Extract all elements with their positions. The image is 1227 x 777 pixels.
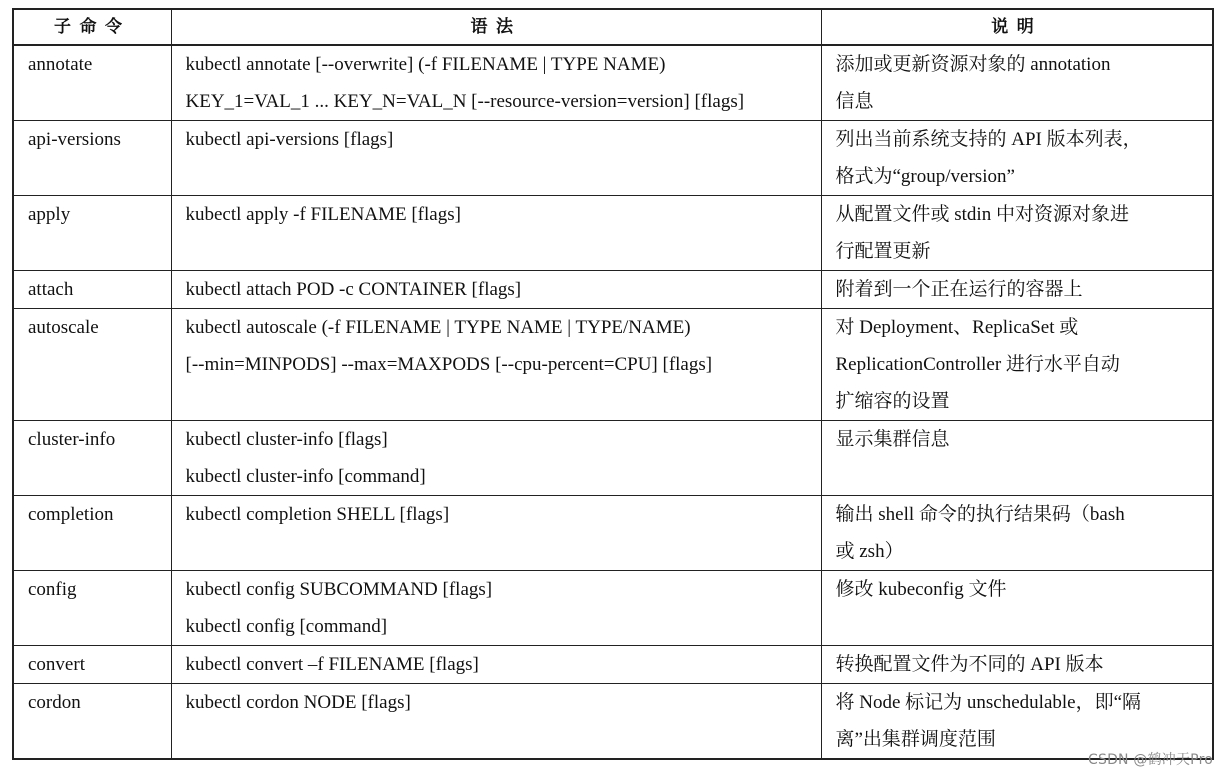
cell-syntax [171, 571, 821, 646]
description-line: 扩缩容的设置 [835, 391, 950, 412]
syntax-line: kubectl attach POD -c CONTAINER [flags] [185, 279, 522, 300]
syntax-line: kubectl annotate [--overwrite] (-f FILENAME | TYPE NAME) [185, 54, 666, 75]
syntax-line: kubectl config [command] [185, 616, 388, 637]
description-line: 离”出集群调度范围 [835, 729, 996, 750]
syntax-line: kubectl autoscale (-f FILENAME | TYPE NAME | TYPE/NAME) [185, 317, 691, 338]
table-row [13, 121, 1213, 196]
cell-description [821, 196, 1213, 271]
header-subcommand: 子命令 [13, 9, 171, 45]
syntax-line: kubectl config SUBCOMMAND [flags] [185, 579, 493, 600]
description-line: 行配置更新 [835, 241, 931, 262]
cell-subcommand: attach [13, 271, 171, 309]
table-row [13, 45, 1213, 121]
cell-syntax [171, 421, 821, 496]
header-syntax: 语法 [171, 9, 821, 45]
cell-description [821, 309, 1213, 421]
table-row [13, 196, 1213, 271]
syntax-line: kubectl cluster-info [command] [185, 466, 426, 487]
cell-subcommand: completion [13, 496, 171, 571]
cell-syntax [171, 309, 821, 421]
table-row [13, 646, 1213, 684]
description-line: 对 Deployment、ReplicaSet 或 [835, 317, 1079, 338]
cell-subcommand: convert [13, 646, 171, 684]
description-line: 或 zsh） [835, 541, 904, 562]
cell-description [821, 496, 1213, 571]
table-row [13, 571, 1213, 646]
table-body [13, 45, 1213, 759]
cell-syntax [171, 496, 821, 571]
description-line: 信息 [835, 91, 874, 112]
description-line: 格式为“group/version” [835, 166, 1015, 187]
syntax-line: [--min=MINPODS] --max=MAXPODS [--cpu-percent=CPU] [flags] [185, 354, 713, 375]
cell-subcommand: config [13, 571, 171, 646]
cell-description [821, 571, 1213, 646]
description-line: 从配置文件或 stdin 中对资源对象进 [835, 204, 1129, 225]
syntax-line: kubectl cordon NODE [flags] [185, 692, 411, 713]
cell-syntax [171, 684, 821, 760]
table-row [13, 496, 1213, 571]
syntax-line: kubectl cluster-info [flags] [185, 429, 388, 450]
table-row [13, 271, 1213, 309]
cell-syntax [171, 196, 821, 271]
description-line: 显示集群信息 [835, 429, 950, 450]
description-line: 添加或更新资源对象的 annotation [835, 54, 1111, 75]
description-line: ReplicationController 进行水平自动 [835, 354, 1120, 375]
description-line: 列出当前系统支持的 API 版本列表， [835, 129, 1142, 150]
table-row [13, 684, 1213, 760]
cell-subcommand: autoscale [13, 309, 171, 421]
syntax-line: kubectl apply -f FILENAME [flags] [185, 204, 461, 225]
cell-syntax [171, 45, 821, 121]
cell-description [821, 45, 1213, 121]
syntax-line: KEY_1=VAL_1 ... KEY_N=VAL_N [--resource-version=version] [flags] [185, 91, 745, 112]
syntax-line: kubectl convert –f FILENAME [flags] [185, 654, 479, 675]
description-line: 输出 shell 命令的执行结果码（bash [835, 504, 1125, 525]
syntax-line: kubectl api-versions [flags] [185, 129, 394, 150]
cell-description [821, 121, 1213, 196]
syntax-line: kubectl completion SHELL [flags] [185, 504, 450, 525]
table-row [13, 309, 1213, 421]
header-row [13, 9, 1213, 45]
header-description: 说明 [821, 9, 1213, 45]
cell-syntax [171, 121, 821, 196]
cell-subcommand: apply [13, 196, 171, 271]
cell-description [821, 646, 1213, 684]
cell-subcommand: api-versions [13, 121, 171, 196]
cell-description [821, 271, 1213, 309]
description-line: 附着到一个正在运行的容器上 [835, 279, 1083, 300]
cell-subcommand: annotate [13, 45, 171, 121]
csdn-watermark: CSDN @鹤冲天Pro [1088, 752, 1213, 768]
table-header [13, 9, 1213, 45]
description-line: 修改 kubeconfig 文件 [835, 579, 1007, 600]
description-line: 转换配置文件为不同的 API 版本 [835, 654, 1104, 675]
kubectl-command-table [12, 8, 1214, 760]
table-row [13, 421, 1213, 496]
cell-description [821, 421, 1213, 496]
cell-subcommand: cordon [13, 684, 171, 760]
cell-subcommand: cluster-info [13, 421, 171, 496]
cell-syntax [171, 646, 821, 684]
cell-description [821, 684, 1213, 760]
cell-syntax [171, 271, 821, 309]
description-line: 将 Node 标记为 unschedulable，即“隔 [835, 692, 1142, 713]
